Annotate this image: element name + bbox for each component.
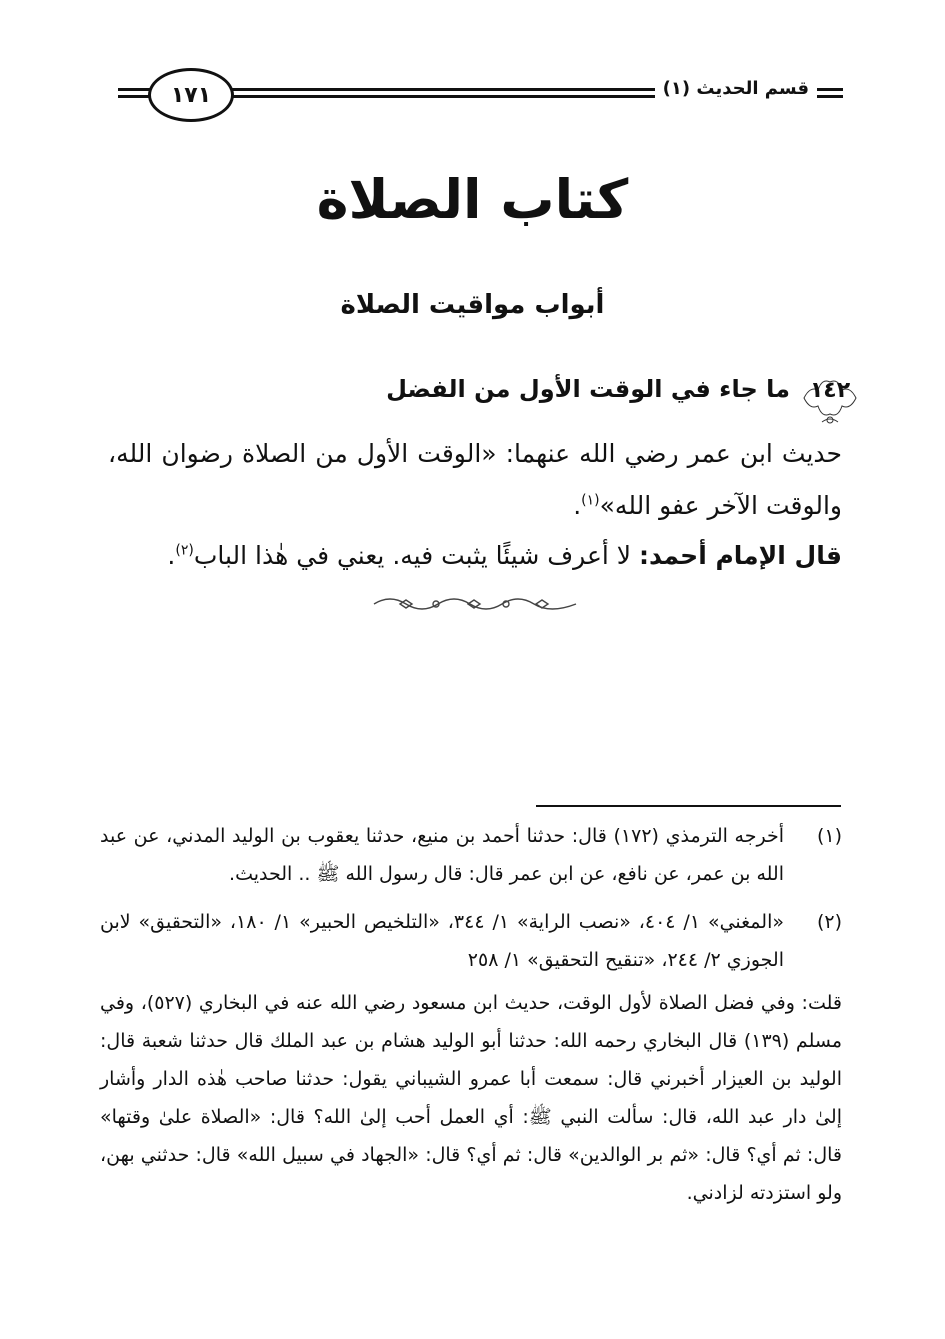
footnote-1 [100,817,842,893]
decorative-divider-icon [370,594,580,614]
footnote-separator [536,805,841,807]
footnote-1-text: أخرجه الترمذي (١٧٢) قال: حدثنا أحمد بن منيع، حدثنا يعقوب بن الوليد المدني، عن عبد الله بن عمر، عن نافع، عن ابن عمر قال: قال رسول الله ﷺ .. الحديث. [100,825,784,885]
page-number: ١٧١ [148,68,234,122]
footnote-ref-1: (١) [581,492,600,509]
hadith-number: ١٤٢ [809,378,851,403]
footnote-2 [100,903,842,979]
book-title: كتاب الصلاة [316,168,629,231]
imam-text-end: . [167,541,176,570]
editor-note: قلت: وفي فضل الصلاة لأول الوقت، حديث ابن مسعود رضي الله عنه في البخاري (٥٢٧)، وفي مسلم (١٣٩) قال البخاري رحمه الله: حدثنا أبو الوليد هشام بن عبد الملك قال حدثنا شعبة قال: الوليد بن العيزار أخبرني قال: سمعت أبا عمرو الشيباني يقول: حدثنا صاحب هٰذه الدار وأشار إلىٰ دار عبد الله، قال: سألت النبي ﷺ: أي العمل أحب إلىٰ الله؟ قال: «الصلاة علىٰ وقتها» قال: ثم أي؟ قال: «ثم بر الوالدين» قال: ثم أي؟ قال: «الجهاد في سبيل الله» قال: حدثني بهن، ولو استزدته لزادني. [100,992,842,1204]
imam-statement [108,530,842,582]
imam-label: قال الإمام أحمد: [638,541,842,570]
footnote-1-number: (١) [816,825,842,847]
footnote-2-text: «المغني» ١/ ٤٠٤، «نصب الراية» ١/ ٣٤٤، «التلخيص الحبير» ١/ ١٨٠، «التحقيق» لابن الجوزي ٢/ ٢٤٤، «تنقيح التحقيق» ١/ ٢٥٨ [100,911,784,971]
running-header-title: قسم الحديث (١) [655,78,817,99]
footnote-ref-2: (٢) [175,542,194,559]
chapter-title: ما جاء في الوقت الأول من الفضل [386,375,790,403]
hadith-text-end: . [573,491,582,520]
hadith-text-main: حديث ابن عمر رضي الله عنهما: «الوقت الأول من الصلاة رضوان الله، والوقت الآخر عفو الله» [108,439,842,520]
hadith-text [108,428,842,532]
imam-text: لا أعرف شيئًا يثبت فيه. يعني في هٰذا الباب [193,541,632,570]
footnote-2-number: (٢) [816,911,842,933]
hadith-number-ornament [800,370,860,426]
section-title: أبواب مواقيت الصلاة [340,290,605,320]
